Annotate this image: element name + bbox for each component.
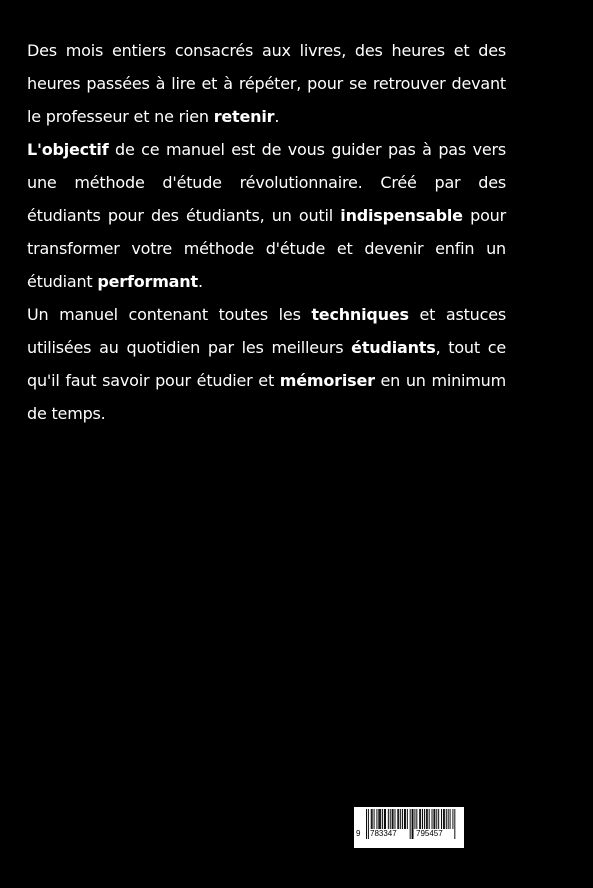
blurb-paragraph-1 xyxy=(27,34,506,133)
keyword-objectif: L'objectif xyxy=(27,140,109,159)
barcode-bar xyxy=(410,809,411,839)
barcode-bar xyxy=(397,809,398,829)
barcode-bar xyxy=(416,809,417,829)
barcode-bar xyxy=(385,809,386,829)
barcode-bar xyxy=(393,809,394,829)
barcode-bar xyxy=(392,809,393,829)
barcode-bar xyxy=(398,809,399,829)
barcode-bar xyxy=(448,809,449,829)
barcode-bar xyxy=(379,809,380,829)
barcode-bar xyxy=(441,809,442,829)
barcode-bar xyxy=(426,809,427,829)
barcode-bar xyxy=(432,809,433,829)
barcode-bar xyxy=(395,809,396,829)
barcode-bar xyxy=(372,809,373,829)
barcode-bar xyxy=(427,809,428,829)
barcode-bar xyxy=(443,809,444,829)
blurb-segment: de ce manuel est de vous guider pas à pas vers une méthode d'étude révolutionnaire. Créé par des étudiants pour des étudiants, un outil xyxy=(27,140,506,225)
barcode-bar xyxy=(422,809,423,829)
barcode-digit-first: 9 xyxy=(356,829,361,838)
blurb-segment: Un manuel contenant toutes les xyxy=(27,305,312,324)
barcode-bar xyxy=(452,809,453,829)
barcode-bar xyxy=(419,809,420,829)
barcode-bar xyxy=(454,809,455,839)
barcode-bar xyxy=(429,809,430,829)
keyword-etudiants: étudiants xyxy=(351,338,436,357)
barcode-bar xyxy=(404,809,405,829)
blurb-segment: . xyxy=(274,107,280,126)
keyword-indispensable: indispensable xyxy=(340,206,463,225)
barcode-bar xyxy=(434,809,435,829)
barcode-bar xyxy=(424,809,425,829)
barcode-bar xyxy=(414,809,415,829)
barcode-graphic xyxy=(354,807,464,848)
barcode-digits-right: 795457 xyxy=(416,829,443,838)
barcode-bar xyxy=(436,809,437,829)
barcode-bar xyxy=(433,809,434,829)
barcode-bar xyxy=(450,809,451,829)
barcode-bar xyxy=(444,809,445,829)
blurb-segment: . xyxy=(197,272,203,291)
barcode-bar xyxy=(384,809,385,829)
barcode-bar xyxy=(374,809,375,829)
barcode-bar xyxy=(412,809,413,839)
blurb-segment: , tout ce qu'il faut savoir pour étudier et xyxy=(27,338,506,390)
keyword-memoriser: mémoriser xyxy=(279,371,375,390)
blurb-segment: pour transformer votre méthode d'étude et devenir enfin un étudiant xyxy=(27,206,506,291)
barcode-bar xyxy=(400,809,401,829)
barcode-digits-left: 783347 xyxy=(370,829,397,838)
barcode-bar xyxy=(376,809,377,829)
blurb-segment: Des mois entiers consacrés aux livres, des heures et des heures passées à lire et à répéter, pour se retrouver devant le professeur et ne rien xyxy=(27,41,506,126)
blurb-paragraph-3 xyxy=(27,298,506,430)
barcode-bar xyxy=(388,809,389,829)
barcode-bar xyxy=(420,809,421,829)
barcode-bar xyxy=(371,809,372,829)
barcode-bar xyxy=(402,809,403,829)
blurb-segment: et astuces utilisées au quotidien par les meilleurs xyxy=(27,305,506,357)
barcode-bar xyxy=(446,809,447,829)
barcode-bar xyxy=(368,809,369,839)
keyword-techniques: techniques xyxy=(311,305,409,324)
barcode-bar xyxy=(390,809,391,829)
barcode-bar xyxy=(407,809,408,829)
blurb-segment: en un minimum de temps. xyxy=(27,371,507,423)
barcode-bar xyxy=(382,809,383,829)
barcode-bar xyxy=(366,809,367,839)
barcode-bar xyxy=(405,809,406,829)
barcode-bar xyxy=(438,809,439,829)
keyword-performant: performant xyxy=(97,272,198,291)
isbn-barcode xyxy=(354,807,464,848)
keyword-retenir: retenir xyxy=(213,107,275,126)
blurb-paragraph-2 xyxy=(27,133,506,298)
blurb-text xyxy=(27,34,506,430)
barcode-bar xyxy=(413,809,414,839)
barcode-bar xyxy=(380,809,381,829)
barcode-bar xyxy=(378,809,379,829)
